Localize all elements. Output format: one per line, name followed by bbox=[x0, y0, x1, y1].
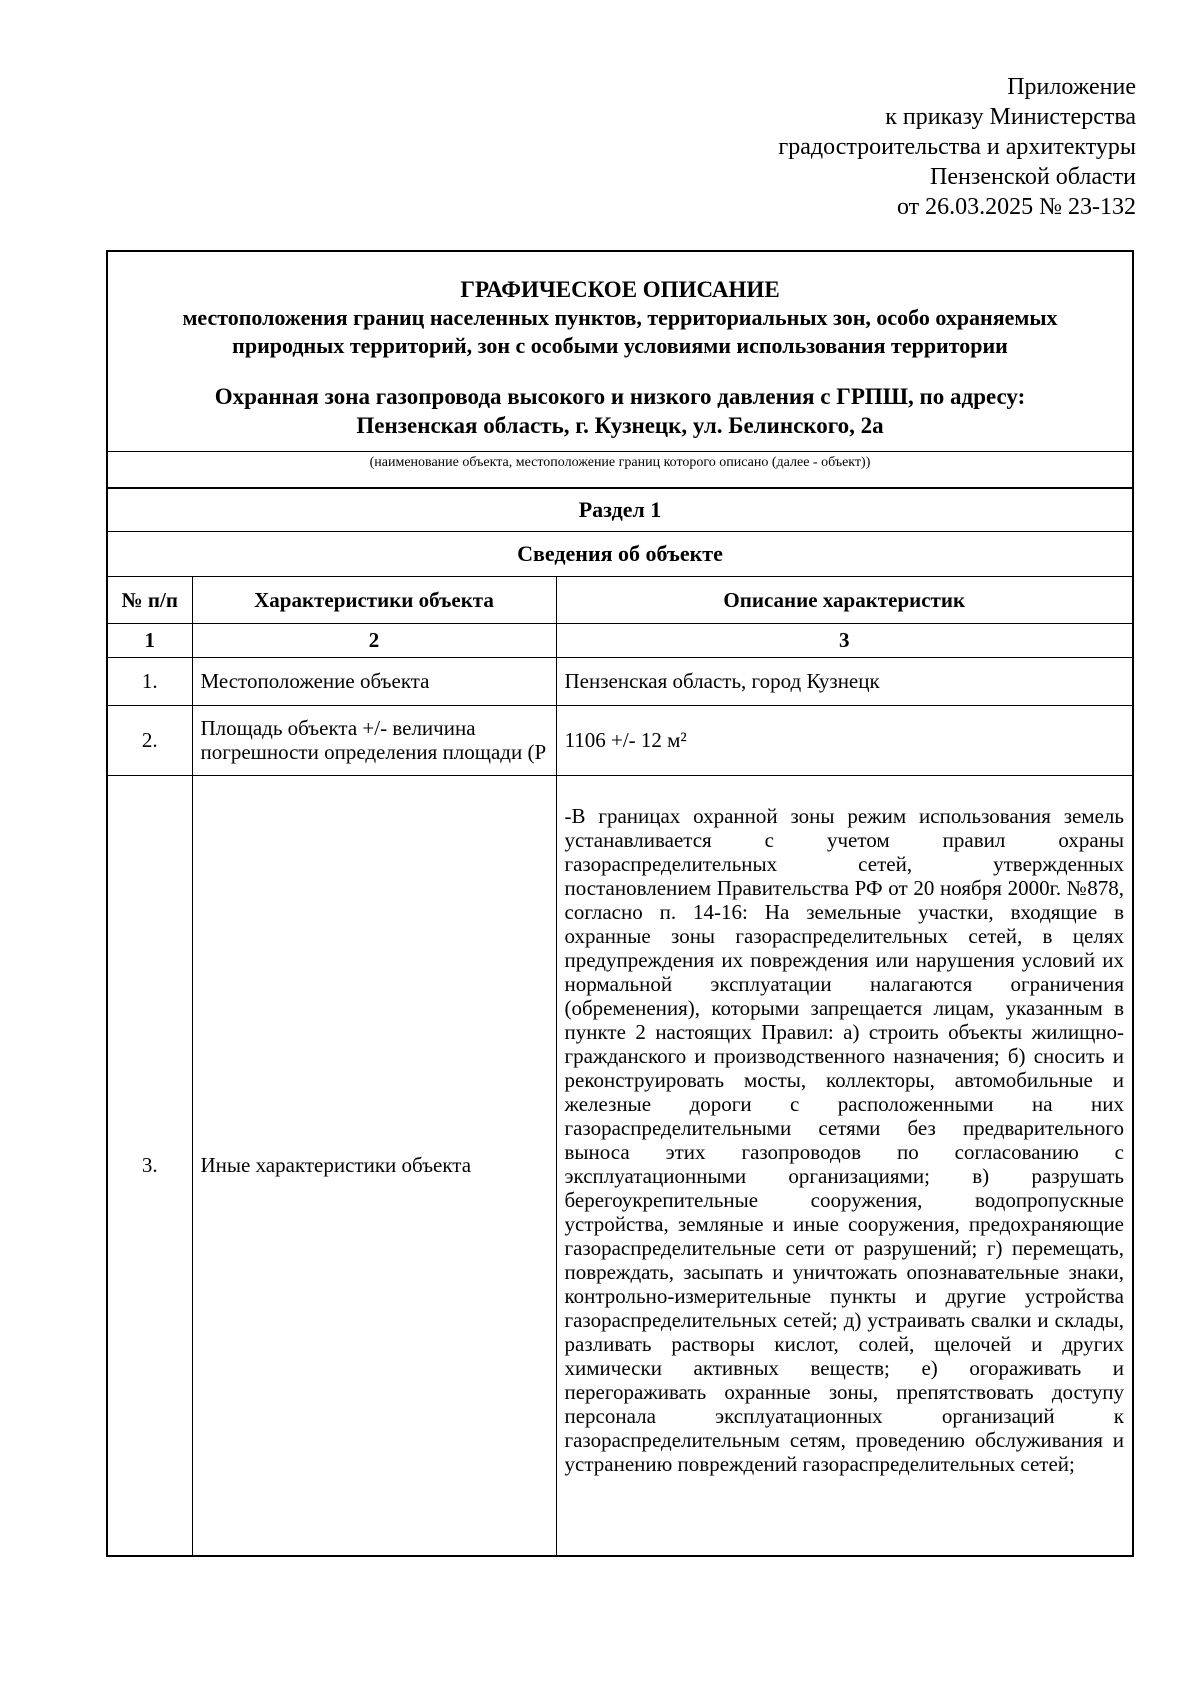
appendix-block bbox=[636, 72, 1136, 222]
row-1-description: Пензенская область, город Кузнецк bbox=[556, 657, 1132, 705]
subtitle-line-2: природных территорий, зон с особыми условиями использования территории bbox=[232, 333, 1008, 358]
column-number-1: 1 bbox=[108, 623, 192, 657]
appendix-line-2: к приказу Министерства bbox=[885, 104, 1136, 130]
row-2-num: 2. bbox=[108, 705, 192, 775]
section-subtitle: Сведения об объекте bbox=[108, 532, 1132, 577]
characteristics-table bbox=[108, 577, 1132, 1555]
table-row bbox=[108, 705, 1132, 775]
section-title: Раздел 1 bbox=[108, 488, 1132, 532]
row-3-num: 3. bbox=[108, 775, 192, 1555]
table-row bbox=[108, 775, 1132, 1555]
column-number-2: 2 bbox=[192, 623, 556, 657]
object-name bbox=[108, 382, 1132, 440]
document-title: ГРАФИЧЕСКОЕ ОПИСАНИЕ bbox=[460, 277, 780, 302]
object-name-line-1: Охранная зона газопровода высокого и низкого давления с ГРПШ, по адресу: bbox=[214, 384, 1026, 409]
header-block bbox=[108, 252, 1132, 452]
row-3-description: -В границах охранной зоны режим использования земель устанавливается с учетом правил охраны газораспределительных сетей, утвержденных постановлением Правительства РФ от 20 ноября 2000г. №878, согласно п. 14-16: На земельные участки, входящие в охранные зоны газораспределительных сетей, в целях предупреждения их повреждения или нарушения условий их нормальной эксплуатации налагаются ограничения (обременения), которыми запрещается лицам, указанным в пункте 2 настоящих Правил: а) строить объекты жилищно-гражданского и производственного назначения; б) сносить и реконструировать мосты, коллекторы, автомобильные и железные дороги с расположенными на них газораспределительными сетями без предварительного выноса этих газопроводов по согласованию с эксплуатационными организациями; в) разрушать берегоукрепительные сооружения, водопропускные устройства, земляные и иные сооружения, предохраняющие газораспределительные сети от разрушений; г) перемещать, повреждать, засыпать и уничтожать опознавательные знаки, контрольно-измерительные пункты и другие устройства газораспределительных сетей; д) устраивать свалки и склады, разливать растворы кислот, солей, щелочей и других химически активных веществ; е) огораживать и перегораживать охранные зоны, препятствовать доступу персонала эксплуатационных организаций к газораспределительным сетям, проведению обслуживания и устранению повреждений газораспределительных сетей; bbox=[556, 775, 1132, 1555]
row-2-characteristic-line-2: погрешности определения площади (Р bbox=[200, 740, 547, 764]
row-1-num: 1. bbox=[108, 657, 192, 705]
column-number-row bbox=[108, 623, 1132, 657]
appendix-line-1: Приложение bbox=[1007, 74, 1136, 100]
appendix-line-3: градостроительства и архитектуры bbox=[778, 134, 1136, 160]
appendix-line-5: от 26.03.2025 № 23-132 bbox=[896, 194, 1136, 220]
row-2-characteristic-line-1: Площадь объекта +/- величина bbox=[200, 716, 476, 740]
table-row bbox=[108, 657, 1132, 705]
row-2-characteristic bbox=[192, 705, 556, 775]
table-header-row bbox=[108, 577, 1132, 623]
appendix-line-4: Пензенской области bbox=[930, 164, 1136, 190]
column-number-3: 3 bbox=[556, 623, 1132, 657]
header-characteristic: Характеристики объекта bbox=[192, 577, 556, 623]
header-num: № п/п bbox=[121, 587, 178, 612]
object-caption: (наименование объекта, местоположение границ которого описано (далее - объект)) bbox=[108, 452, 1132, 488]
row-1-characteristic: Местоположение объекта bbox=[192, 657, 556, 705]
object-name-line-2: Пензенская область, г. Кузнецк, ул. Белинского, 2а bbox=[356, 413, 884, 438]
subtitle-line-1: местоположения границ населенных пунктов, территориальных зон, особо охраняемых bbox=[182, 305, 1058, 330]
row-2-description: 1106 +/- 12 м² bbox=[556, 705, 1132, 775]
row-3-characteristic: Иные характеристики объекта bbox=[192, 775, 556, 1555]
description-frame bbox=[106, 250, 1134, 1557]
header-description: Описание характеристик bbox=[556, 577, 1132, 623]
